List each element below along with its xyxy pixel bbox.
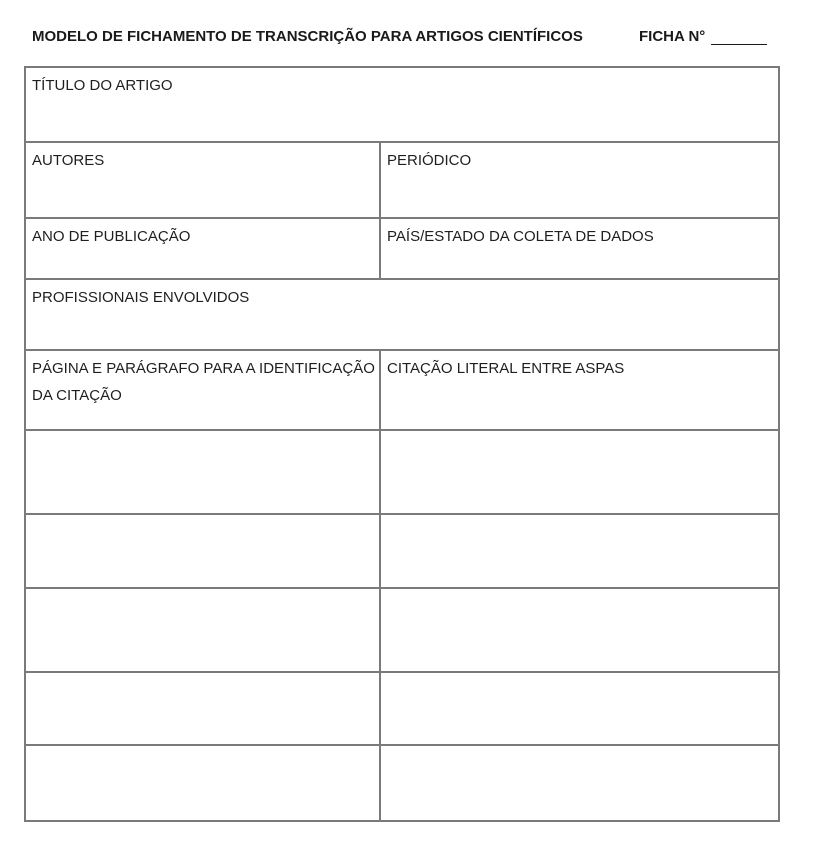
- citacao-literal-label: CITAÇÃO LITERAL ENTRE ASPAS: [387, 360, 625, 377]
- pagina-entry-1[interactable]: [26, 431, 379, 513]
- pais-estado-label: PAÍS/ESTADO DA COLETA DE DADOS: [387, 228, 654, 245]
- pagina-entry-3[interactable]: [26, 589, 379, 671]
- titulo-field[interactable]: [26, 68, 778, 141]
- pagina-entry-4[interactable]: [26, 673, 379, 744]
- pagina-paragrafo-label: PÁGINA E PARÁGRAFO PARA A IDENTIFICAÇÃO DA CITAÇÃO: [32, 360, 375, 404]
- fichamento-form: [24, 66, 780, 822]
- citacao-entry-3[interactable]: [381, 589, 778, 671]
- titulo-label: TÍTULO DO ARTIGO: [32, 77, 173, 94]
- ficha-number-label: FICHA N°: [639, 28, 706, 45]
- pagina-entry-5[interactable]: [26, 746, 379, 820]
- citacao-entry-2[interactable]: [381, 515, 778, 587]
- citacao-entry-4[interactable]: [381, 673, 778, 744]
- pais-estado-field[interactable]: [381, 219, 778, 278]
- profissionais-field[interactable]: [26, 280, 778, 349]
- document-header: [32, 28, 772, 50]
- ficha-number-blank[interactable]: [711, 44, 767, 45]
- pagina-paragrafo-header: [26, 351, 379, 429]
- citacao-entry-5[interactable]: [381, 746, 778, 820]
- column-divider: [379, 349, 381, 820]
- column-divider: [379, 141, 381, 280]
- autores-field[interactable]: [26, 143, 379, 217]
- document-title: MODELO DE FICHAMENTO DE TRANSCRIÇÃO PARA ARTIGOS CIENTÍFICOS: [32, 28, 583, 45]
- periodico-label: PERIÓDICO: [387, 152, 472, 169]
- pagina-entry-2[interactable]: [26, 515, 379, 587]
- periodico-field[interactable]: [381, 143, 778, 217]
- ano-publicacao-field[interactable]: [26, 219, 379, 278]
- autores-label: AUTORES: [32, 152, 105, 169]
- profissionais-label: PROFISSIONAIS ENVOLVIDOS: [32, 289, 250, 306]
- citacao-entry-1[interactable]: [381, 431, 778, 513]
- ano-publicacao-label: ANO DE PUBLICAÇÃO: [32, 228, 191, 245]
- citacao-literal-header: [381, 351, 778, 429]
